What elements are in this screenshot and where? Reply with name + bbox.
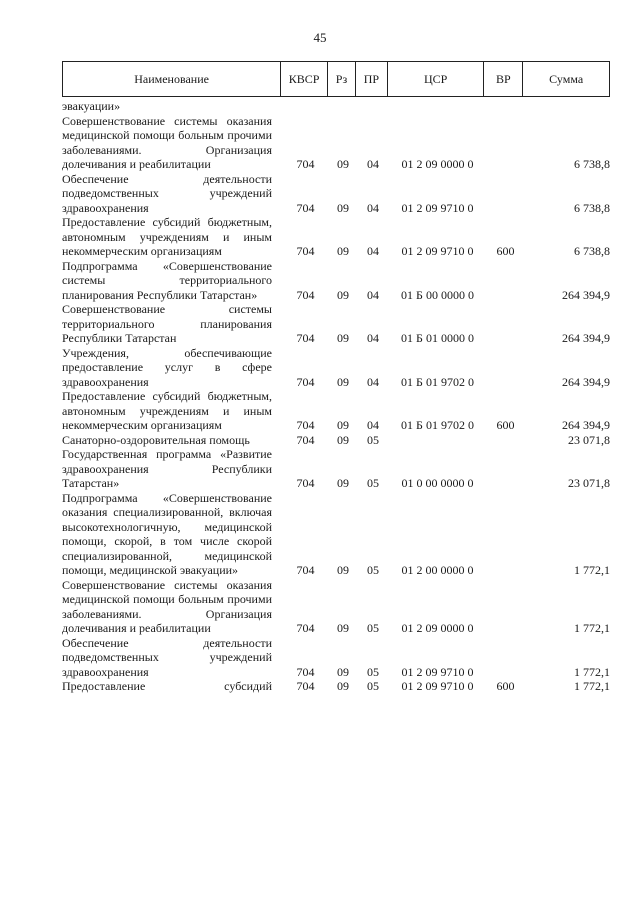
row-csr: 01 Б 00 0000 0 <box>401 287 474 302</box>
page-number: 45 <box>313 30 327 45</box>
row-name: Предоставление субсидий бюджетным, автономным учреждениям и иным некоммерческим организациям <box>62 215 272 258</box>
row-name: Учреждения, обеспечивающие предоставление услуг в сфере здравоохранения <box>62 345 272 389</box>
row-sum: 1 772,1 <box>574 621 610 635</box>
row-name: Обеспечение деятельности подведомственных учреждений здравоохранения <box>62 171 272 215</box>
header-pr: ПР <box>355 62 387 96</box>
table-row <box>62 636 610 680</box>
row-csr: 01 2 09 9710 0 <box>401 679 474 693</box>
row-pr: 05 <box>367 432 379 447</box>
row-kvsr: 704 <box>296 476 315 490</box>
row-rz: 09 <box>337 200 349 215</box>
row-vr: 600 <box>496 418 515 432</box>
table-row <box>62 114 610 172</box>
row-rz: 09 <box>337 432 349 447</box>
row-csr: 01 0 00 0000 0 <box>401 476 474 490</box>
row-sum: 264 394,9 <box>562 287 610 302</box>
header-rz: Рз <box>327 62 355 96</box>
row-vr: 600 <box>496 679 515 693</box>
row-name: Санаторно-оздоровительная помощь <box>62 432 250 447</box>
table-row <box>62 172 610 216</box>
row-name: Совершенствование системы оказания медицинской помощи больным прочими заболеваниями. Организация долечивания и реабилитации <box>62 577 272 635</box>
row-csr: 01 2 09 9710 0 <box>401 244 474 258</box>
row-pr: 04 <box>367 244 379 258</box>
row-sum: 6 738,8 <box>574 244 610 258</box>
row-sum: 1 772,1 <box>574 664 610 679</box>
table-body <box>62 99 610 694</box>
row-sum: 264 394,9 <box>562 374 610 389</box>
table-row <box>62 447 610 491</box>
row-name: Совершенствование системы территориального планирования Республики Татарстан <box>62 302 272 345</box>
row-sum: 23 071,8 <box>568 476 610 490</box>
row-pr: 04 <box>367 200 379 215</box>
header-kvsr: КВСР <box>280 62 327 96</box>
row-rz: 09 <box>337 157 349 171</box>
row-csr: 01 Б 01 9702 0 <box>401 418 474 432</box>
header-vr: ВР <box>483 62 522 96</box>
row-vr: 600 <box>496 244 515 258</box>
row-kvsr: 704 <box>296 287 315 302</box>
header-csr: ЦСР <box>387 62 484 96</box>
row-rz: 09 <box>337 287 349 302</box>
row-pr: 05 <box>367 679 379 693</box>
row-sum: 6 738,8 <box>574 157 610 171</box>
row-name: Обеспечение деятельности подведомственных учреждений здравоохранения <box>62 635 272 679</box>
row-sum: 23 071,8 <box>568 432 610 447</box>
row-kvsr: 704 <box>296 621 315 635</box>
row-rz: 09 <box>337 331 349 345</box>
row-rz: 09 <box>337 679 349 693</box>
table-row <box>62 215 610 259</box>
row-name: Подпрограмма «Совершенствование системы территориального планирования Республики Татарстан» <box>62 258 272 302</box>
row-pr: 04 <box>367 331 379 345</box>
table-row <box>62 433 610 448</box>
row-pr: 05 <box>367 476 379 490</box>
row-name: Предоставление субсидий <box>62 679 272 693</box>
row-kvsr: 704 <box>296 244 315 258</box>
row-name: Государственная программа «Развитие здравоохранения Республики Татарстан» <box>62 447 272 490</box>
row-pr: 05 <box>367 664 379 679</box>
row-rz: 09 <box>337 244 349 258</box>
row-kvsr: 704 <box>296 679 315 693</box>
row-csr: 01 2 09 9710 0 <box>401 200 474 215</box>
row-rz: 09 <box>337 621 349 635</box>
row-rz: 09 <box>337 418 349 432</box>
row-rz: 09 <box>337 374 349 389</box>
row-name: Совершенствование системы оказания медицинской помощи больным прочими заболеваниями. Организация долечивания и реабилитации <box>62 113 272 171</box>
row-pr: 05 <box>367 563 379 577</box>
row-rz: 09 <box>337 664 349 679</box>
row-kvsr: 704 <box>296 563 315 577</box>
table-header <box>62 61 610 97</box>
row-kvsr: 704 <box>296 432 315 447</box>
row-sum: 6 738,8 <box>574 200 610 215</box>
row-name: эвакуации» <box>62 99 121 113</box>
row-kvsr: 704 <box>296 374 315 389</box>
row-csr: 01 2 09 0000 0 <box>401 621 474 635</box>
row-pr: 04 <box>367 157 379 171</box>
table-row <box>62 302 610 346</box>
row-csr: 01 Б 01 9702 0 <box>401 374 474 389</box>
row-kvsr: 704 <box>296 157 315 171</box>
row-pr: 04 <box>367 287 379 302</box>
row-sum: 1 772,1 <box>574 679 610 693</box>
row-name: Подпрограмма «Совершенствование оказания специализированной, включая высокотехнологичную, медицинской помощи, скорой, в том числе скорой специализированной, медицинской помощи, медицинской эвакуации» <box>62 490 272 577</box>
row-pr: 04 <box>367 418 379 432</box>
table-row <box>62 491 610 578</box>
row-pr: 04 <box>367 374 379 389</box>
header-name: Наименование <box>134 71 209 86</box>
row-csr: 01 2 09 9710 0 <box>401 664 474 679</box>
row-kvsr: 704 <box>296 331 315 345</box>
row-sum: 264 394,9 <box>562 331 610 345</box>
table-row <box>62 679 610 694</box>
row-rz: 09 <box>337 563 349 577</box>
table-row <box>62 99 610 114</box>
row-csr: 01 Б 01 0000 0 <box>401 331 474 345</box>
row-sum: 1 772,1 <box>574 563 610 577</box>
row-kvsr: 704 <box>296 200 315 215</box>
row-name: Предоставление субсидий бюджетным, автономным учреждениям и иным некоммерческим организациям <box>62 389 272 432</box>
row-sum: 264 394,9 <box>562 418 610 432</box>
row-pr: 05 <box>367 621 379 635</box>
table-row <box>62 578 610 636</box>
row-kvsr: 704 <box>296 418 315 432</box>
header-sum: Сумма <box>522 62 609 96</box>
table-row <box>62 346 610 390</box>
table-row <box>62 259 610 303</box>
row-csr: 01 2 09 0000 0 <box>401 157 474 171</box>
row-rz: 09 <box>337 476 349 490</box>
row-kvsr: 704 <box>296 664 315 679</box>
row-csr: 01 2 00 0000 0 <box>401 563 474 577</box>
table-row <box>62 389 610 433</box>
